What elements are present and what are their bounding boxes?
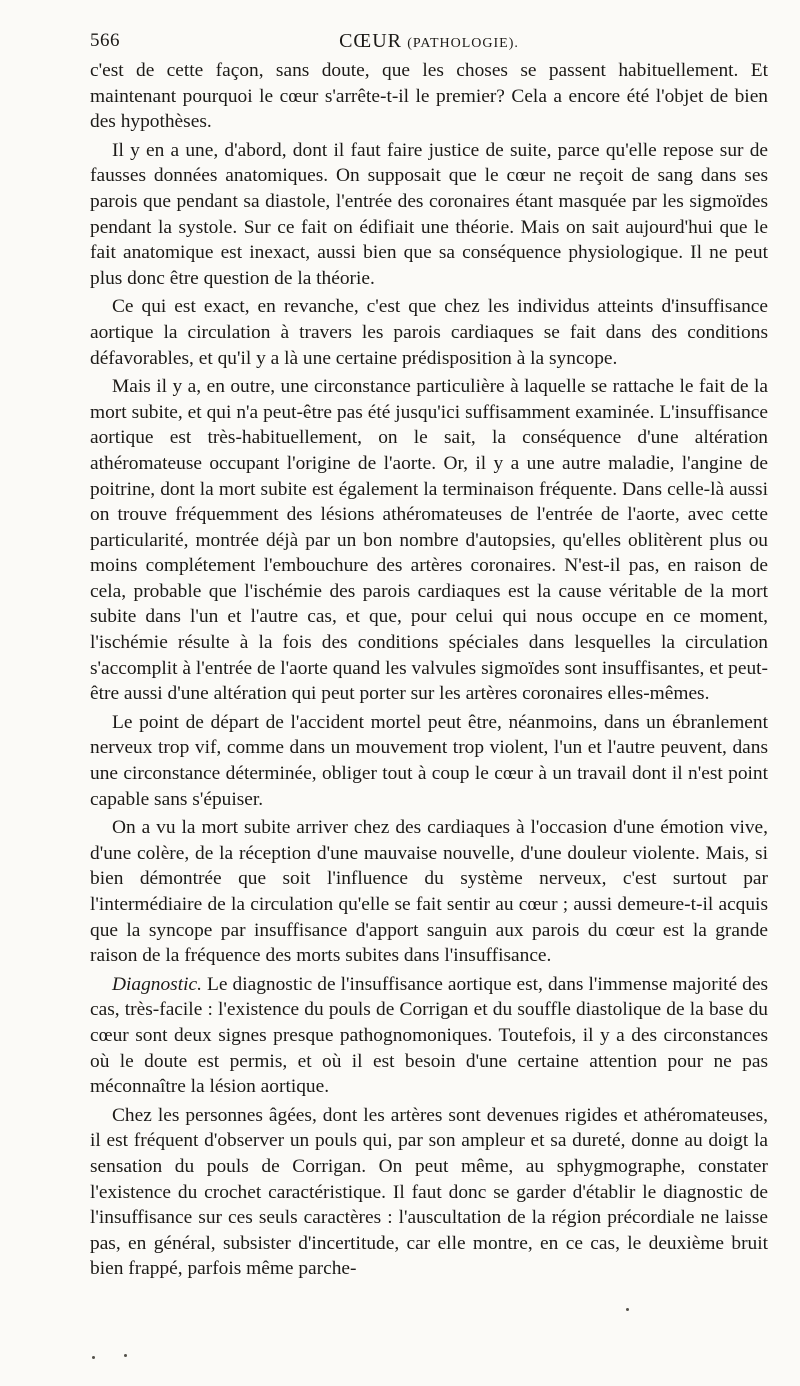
paragraph-5 — [90, 710, 768, 812]
body-text — [90, 58, 768, 1282]
paragraph-text: Chez les personnes âgées, dont les artères sont devenues rigides et athéromateuses, il est fréquent d'observer un pouls qui, par son ampleur et sa dureté, donne au doigt la sensation du pouls de Corrigan. On peut même, au sphygmographe, constater l'existence du crochet caractéristique. Il faut donc se garder d'établir le diagnostic de l'insuffisance sur ces seuls caractères : l'auscultation de la région précordiale ne laisse pas, en général, subsister d'incertitude, car elle montre, en ce cas, le deuxième bruit bien frappé, parfois même parche- — [90, 1104, 768, 1280]
paragraph-text: Ce qui est exact, en revanche, c'est que chez les individus atteints d'insuffisance aortique la circulation à travers les parois cardiaques se fait dans des conditions défavorables, et qu'il y a là une certaine prédisposition à la syncope. — [90, 296, 768, 369]
running-title — [90, 30, 768, 53]
section-run-in-heading: Diagnostic. — [112, 973, 202, 995]
stray-ink-mark — [626, 1308, 629, 1311]
book-page — [90, 24, 768, 1285]
running-title-main: CŒUR — [339, 30, 402, 52]
paragraph-3 — [90, 294, 768, 371]
paragraph-text: Le point de départ de l'accident mortel peut être, néanmoins, dans un ébranlement nerveux trop vif, comme dans un mouvement trop violent, l'un et l'autre peuvent, dans une circonstance déterminée, obliger tout à coup le cœur à un travail dont il n'est point capable sans s'épuiser. — [90, 711, 768, 810]
stray-ink-mark — [92, 1356, 95, 1359]
stray-ink-mark — [124, 1354, 127, 1357]
paragraph-4 — [90, 374, 768, 707]
paragraph-text: Mais il y a, en outre, une circonstance particulière à laquelle se rattache le fait de la mort subite, et qui n'a peut-être pas été jusqu'ici suffisamment examinée. L'insuffisance aortique est très-habituellement, on le sait, la conséquence d'une altération athéromateuse occupant l'origine de l'aorte. Or, il y a une autre maladie, l'angine de poitrine, dont la mort subite est également la terminaison fréquente. Dans celle-là aussi on trouve fréquemment des lésions athéromateuses de l'entrée de l'aorte, avec cette particularité, montrée déjà par un bon nombre d'autopsies, qu'elles oblitèrent plus ou moins complétement l'embouchure des artères coronaires. N'est-il pas, en raison de cela, probable que l'ischémie des parois cardiaques est la cause véritable de la mort subite dans l'un et l'autre cas, et que, pour celui qui nous occupe en ce moment, l'ischémie résulte à la fois des conditions spéciales dans lesquelles la circulation s'accomplit à l'entrée de l'aorte quand les valvules sigmoïdes sont insuffisantes, et peut-être aussi d'une altération qui peut porter sur les artères coronaires elles-mêmes. — [90, 376, 768, 705]
running-title-sub: (PATHOLOGIE). — [407, 36, 519, 51]
paragraph-1 — [90, 58, 768, 135]
paragraph-text: On a vu la mort subite arriver chez des cardiaques à l'occasion d'une émotion vive, d'une colère, de la réception d'une mauvaise nouvelle, d'une douleur violente. Mais, si bien démontrée que soit l'influence du système nerveux, c'est surtout par l'intermédiaire de la circulation qu'elle se fait sentir au cœur ; aussi demeure-t-il acquis que la syncope par insuffisance d'apport sanguin aux parois du cœur est la grande raison de la fréquence des morts subites dans l'insuffisance. — [90, 817, 768, 967]
paragraph-2 — [90, 138, 768, 292]
paragraph-6 — [90, 815, 768, 969]
paragraph-diagnostic — [90, 972, 768, 1100]
paragraph-text: Il y en a une, d'abord, dont il faut faire justice de suite, parce qu'elle repose sur de fausses données anatomiques. On supposait que le cœur ne reçoit de sang dans ses parois que pendant sa diastole, l'entrée des coronaires étant masquée par les sigmoïdes pendant la systole. Sur ce fait on édifiait une théorie. Mais on sait aujourd'hui que le fait anatomique est inexact, aussi bien que sa conséquence physiologique. Il ne peut plus donc être question de la théorie. — [90, 139, 768, 289]
paragraph-text: Le diagnostic de l'insuffisance aortique est, dans l'immense majorité des cas, très-facile : l'existence du pouls de Corrigan et du souffle diastolique de la base du cœur sont deux signes presque pathognomoniques. Toutefois, il y a des circonstances où le doute est permis, et où il est besoin d'une certaine attention pour ne pas méconnaître la lésion aortique. — [90, 973, 768, 1098]
paragraph-text: c'est de cette façon, sans doute, que les choses se passent habituellement. Et maintenant pourquoi le cœur s'arrête-t-il le premier? Cela a encore été l'objet de bien des hypothèses. — [90, 60, 768, 133]
running-head — [90, 24, 768, 58]
page-number: 566 — [90, 30, 120, 51]
paragraph-8 — [90, 1103, 768, 1282]
